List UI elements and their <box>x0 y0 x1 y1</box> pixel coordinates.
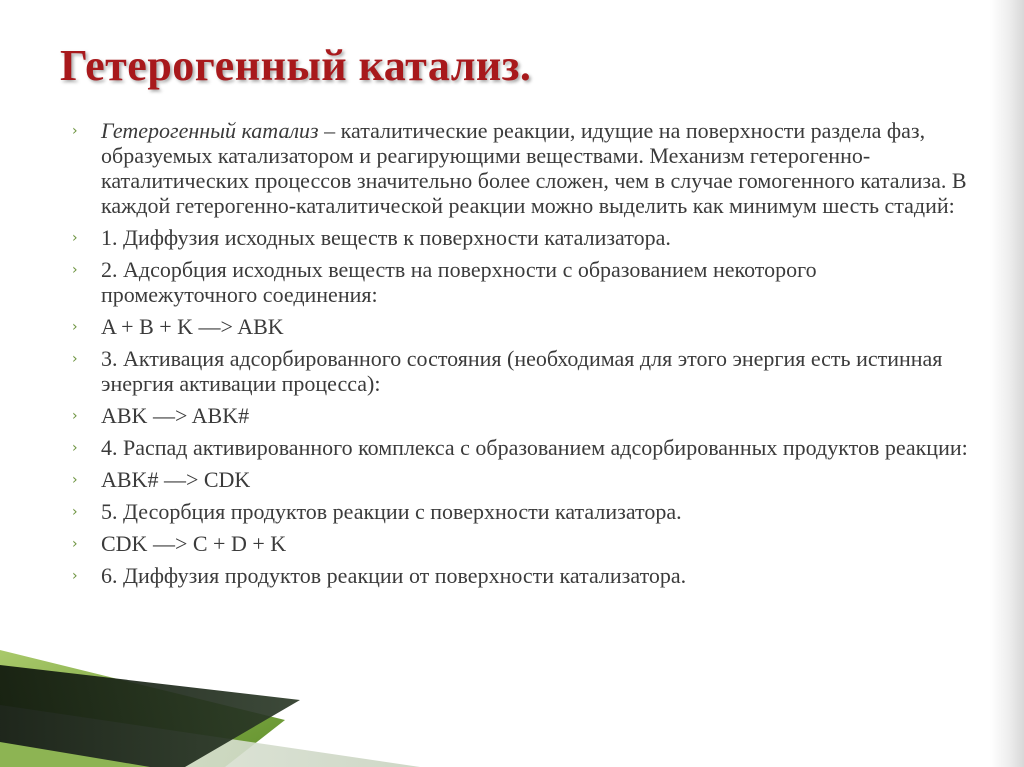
bullet-chevron-icon: › <box>72 440 78 456</box>
bullet-chevron-icon: › <box>72 123 78 139</box>
bullet-chevron-icon: › <box>72 262 78 278</box>
bullet-chevron-icon: › <box>72 568 78 584</box>
equation-text: A + B + K —> ABK <box>101 314 284 339</box>
bullet-list <box>72 118 977 595</box>
definition-text: – каталитические реакции, идущие на поверхности раздела фаз, образуемых катализатором и реагирующими веществами. Механизм гетерогенно-каталитических процессов значительно более сложен, чем в случае гомогенного катализа. В каждой гетерогенно-каталитической реакции можно выделить как минимум шесть стадий: <box>101 118 967 218</box>
equation-text: CDK —> C + D + K <box>101 531 287 556</box>
bullet-item-equation-2 <box>72 403 977 428</box>
bullet-item-equation-4 <box>72 531 977 556</box>
bullet-item-stage-3 <box>72 346 977 396</box>
bullet-item-equation-3 <box>72 467 977 492</box>
equation-text: ABK# —> CDK <box>101 467 251 492</box>
slide-title: Гетерогенный катализ. <box>60 41 532 90</box>
bullet-item-stage-5 <box>72 499 977 524</box>
bullet-text: 6. Диффузия продуктов реакции от поверхности катализатора. <box>101 563 687 588</box>
bullet-chevron-icon: › <box>72 472 78 488</box>
bullet-text: 3. Активация адсорбированного состояния (необходимая для этого энергия есть истинная энергия активации процесса): <box>101 346 943 396</box>
bullet-chevron-icon: › <box>72 230 78 246</box>
bullet-chevron-icon: › <box>72 504 78 520</box>
bullet-chevron-icon: › <box>72 351 78 367</box>
bullet-text: 4. Распад активированного комплекса с образованием адсорбированных продуктов реакции: <box>101 435 968 460</box>
bullet-text: 5. Десорбция продуктов реакции с поверхности катализатора. <box>101 499 682 524</box>
bullet-text: 2. Адсорбция исходных веществ на поверхности с образованием некоторого промежуточного соединения: <box>101 257 817 307</box>
bullet-text: 1. Диффузия исходных веществ к поверхности катализатора. <box>101 225 671 250</box>
bullet-chevron-icon: › <box>72 408 78 424</box>
bullet-chevron-icon: › <box>72 319 78 335</box>
bullet-item-stage-2 <box>72 257 977 307</box>
bullet-item-definition <box>72 118 977 218</box>
equation-text: ABK —> ABK# <box>101 403 250 428</box>
bullet-item-equation-1 <box>72 314 977 339</box>
bullet-item-stage-6 <box>72 563 977 588</box>
bullet-item-stage-1 <box>72 225 977 250</box>
bullet-chevron-icon: › <box>72 536 78 552</box>
term-heterogeneous-catalysis: Гетерогенный катализ <box>101 118 319 143</box>
bullet-item-stage-4 <box>72 435 977 460</box>
